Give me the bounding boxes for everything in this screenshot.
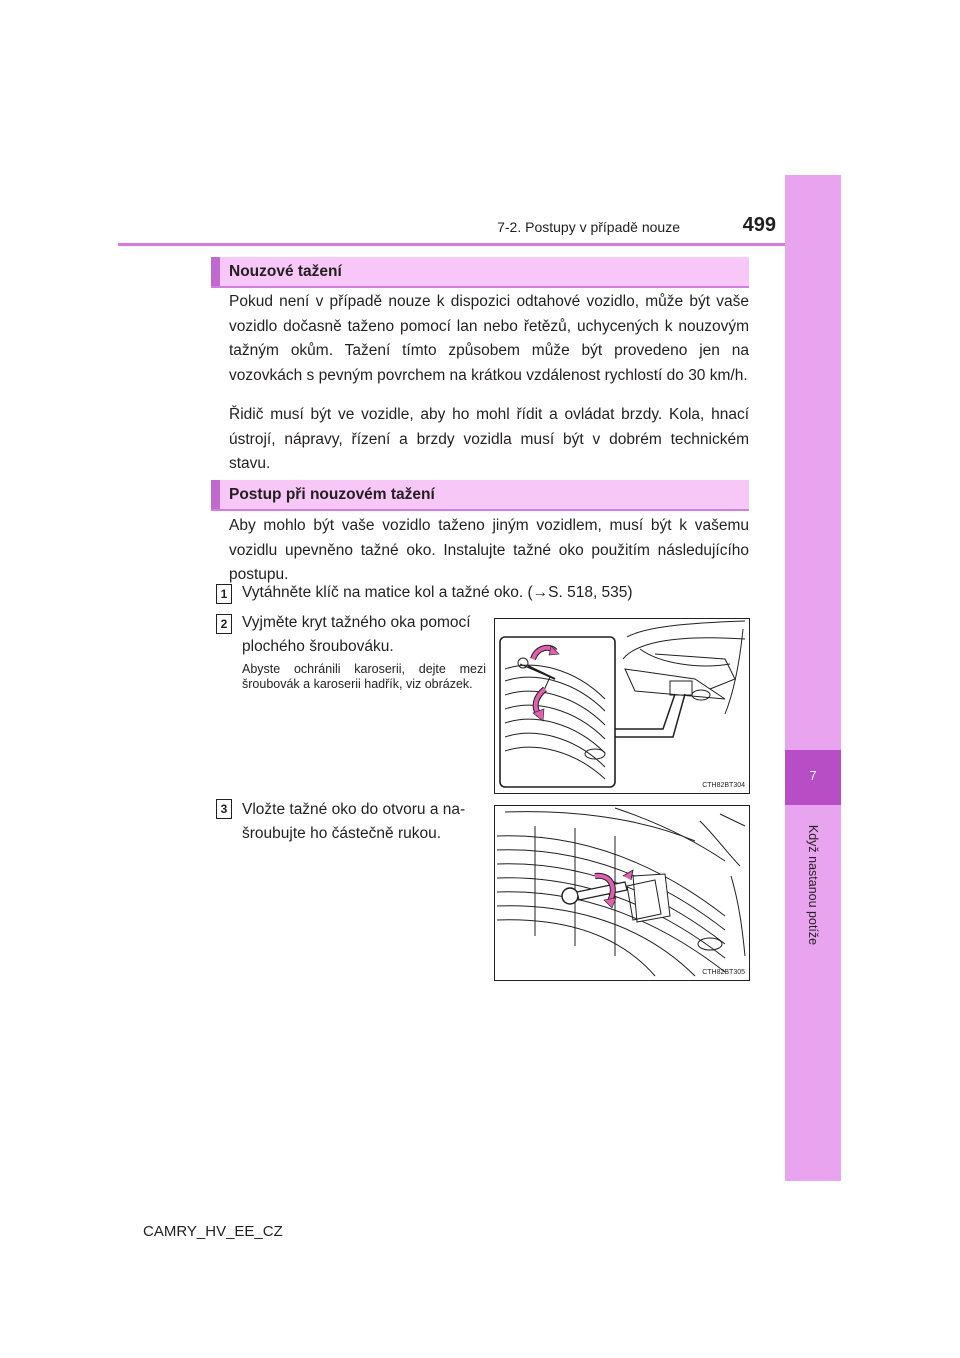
illustration-tow-eye-installation — [495, 806, 749, 980]
figure-code-1: CTH82BT304 — [702, 782, 745, 789]
figure-install-tow-eye — [494, 805, 750, 981]
step-3-text-line2: šroubujte ho částečně rukou. — [242, 825, 442, 842]
step-2-note: Abyste ochránili karoserii, dejte mezi šroubovák a karoserii hadřík, viz obrázek. — [242, 662, 486, 691]
step-number-1: 1 — [216, 584, 232, 604]
step-2-text-line2: plochého šroubováku. — [242, 638, 394, 655]
side-tab-top — [785, 175, 841, 750]
figure-code-2: CTH82BT305 — [702, 969, 745, 976]
paragraph-driver-requirements: Řidič musí být ve vozidle, aby ho mohl řídit a ovládat brzdy. Kola, hnací ústrojí, nápravy, řízení a brzdy vozidla musí být v dobrém technickém stavu. — [229, 406, 749, 472]
step-3-text-line1: Vložte tažné oko do otvoru a na- — [242, 801, 466, 818]
step-2-text-line1: Vyjměte kryt tažného oka pomocí — [242, 614, 471, 631]
header-rule — [118, 243, 840, 246]
section-heading-towing-procedure: Postup při nouzovém tažení — [211, 480, 749, 509]
step-number-2: 2 — [216, 614, 232, 634]
chapter-title: Když nastanou potíže — [806, 824, 820, 946]
paragraph-procedure-intro: Aby mohlo být vaše vozidlo taženo jiným vozidlem, musí být k vašemu vozidlu upevněno tažné oko. Instalujte tažné oko použitím následujícího postupu. — [229, 517, 749, 583]
illustration-cover-removal — [495, 619, 749, 793]
page-number: 499 — [742, 214, 776, 236]
document-code: CAMRY_HV_EE_CZ — [143, 1223, 283, 1240]
paragraph-towing-intro: Pokud není v případě nouze k dispozici odtahové vozidlo, může být vaše vozidlo dočasně taženo pomocí lan nebo řetězů, uchycených k nouzovým tažným okům. Tažení tímto způsobem může být provedeno jen na vozovkách s pevným povrchem na krátkou vzdálenost rychlostí do 30 km/h. — [229, 293, 749, 384]
section-heading-emergency-towing: Nouzové tažení — [211, 257, 749, 286]
step-number-3: 3 — [216, 799, 232, 819]
running-header-section: 7-2. Postupy v případě nouze — [497, 219, 680, 235]
step-1-text: Vytáhněte klíč na matice kol a tažné oko. (→S. 518, 535) — [242, 584, 633, 601]
chapter-number: 7 — [809, 768, 817, 783]
figure-remove-cover — [494, 618, 750, 794]
